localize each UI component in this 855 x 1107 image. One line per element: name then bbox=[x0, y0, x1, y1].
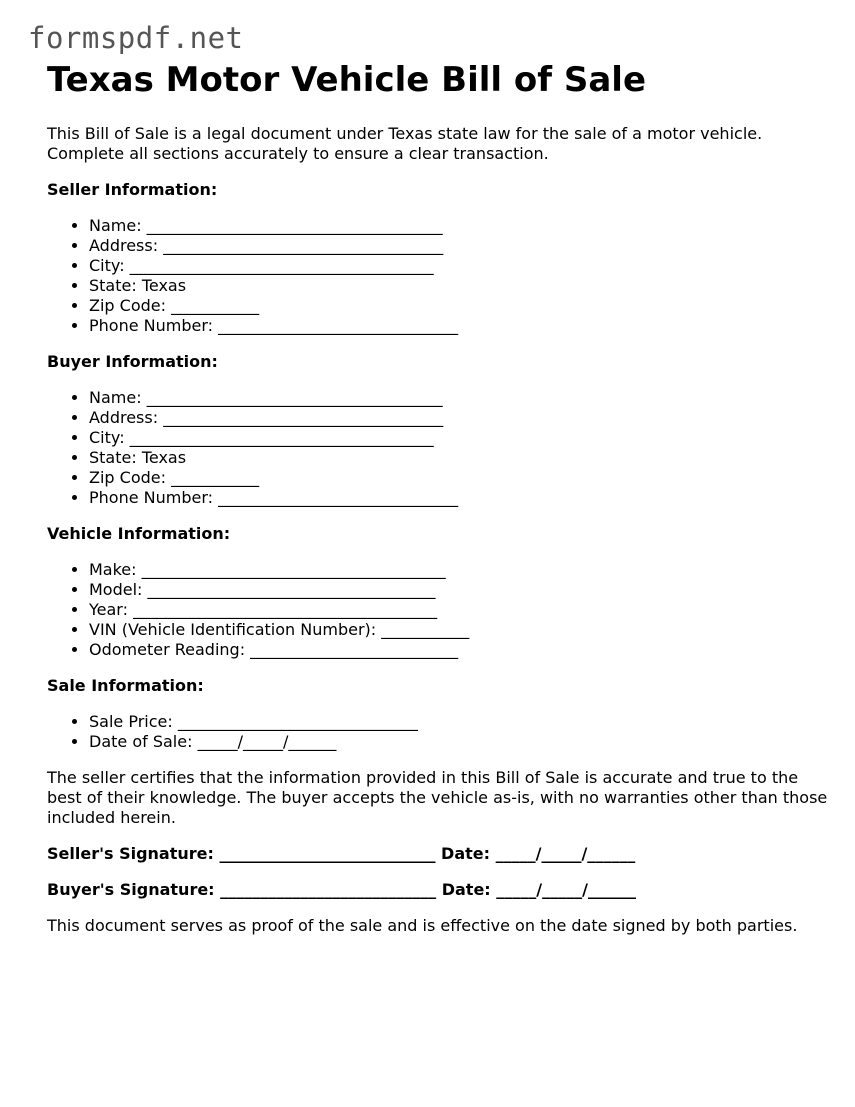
sale-list bbox=[47, 712, 837, 752]
seller-heading: Seller Information: bbox=[47, 180, 218, 199]
seller-city-field: • City: ______________________________________ bbox=[89, 256, 837, 276]
vehicle-list bbox=[47, 560, 837, 660]
vehicle-make-field: • Make: ______________________________________ bbox=[89, 560, 837, 580]
sale-price-field: • Sale Price: ______________________________ bbox=[89, 712, 837, 732]
vehicle-vin-field: • VIN (Vehicle Identification Number): ___________ bbox=[89, 620, 837, 640]
vehicle-model-field: • Model: ____________________________________ bbox=[89, 580, 837, 600]
sale-heading: Sale Information: bbox=[47, 676, 204, 695]
vehicle-year-field: • Year: ______________________________________ bbox=[89, 600, 837, 620]
buyer-signature-line: Buyer's Signature: ___________________________ Date: _____/_____/______ bbox=[47, 880, 636, 899]
seller-name-field: • Name: _____________________________________ bbox=[89, 216, 837, 236]
sale-date-field: • Date of Sale: _____/_____/______ bbox=[89, 732, 837, 752]
buyer-name-field: • Name: _____________________________________ bbox=[89, 388, 837, 408]
buyer-address-field: • Address: ___________________________________ bbox=[89, 408, 837, 428]
document-body bbox=[47, 60, 837, 936]
buyer-state-field: • State: Texas bbox=[89, 448, 837, 468]
seller-phone-field: • Phone Number: ______________________________ bbox=[89, 316, 837, 336]
vehicle-odometer-field: • Odometer Reading: __________________________ bbox=[89, 640, 837, 660]
seller-address-field: • Address: ___________________________________ bbox=[89, 236, 837, 256]
buyer-list bbox=[47, 388, 837, 508]
seller-state-field: • State: Texas bbox=[89, 276, 837, 296]
page-title: Texas Motor Vehicle Bill of Sale bbox=[47, 60, 647, 100]
vehicle-heading: Vehicle Information: bbox=[47, 524, 231, 543]
watermark: formspdf.net bbox=[28, 21, 244, 55]
certification-paragraph: The seller certifies that the information provided in this Bill of Sale is accurate and true to the best of their knowledge. The buyer accepts the vehicle as-is, with no warranties other than those included herein. bbox=[47, 768, 828, 827]
seller-zip-field: • Zip Code: ___________ bbox=[89, 296, 837, 316]
final-note: This document serves as proof of the sale and is effective on the date signed by both parties. bbox=[47, 916, 798, 935]
seller-list bbox=[47, 216, 837, 336]
buyer-zip-field: • Zip Code: ___________ bbox=[89, 468, 837, 488]
seller-signature-line: Seller's Signature: ___________________________ Date: _____/_____/______ bbox=[47, 844, 636, 863]
buyer-phone-field: • Phone Number: ______________________________ bbox=[89, 488, 837, 508]
buyer-city-field: • City: ______________________________________ bbox=[89, 428, 837, 448]
buyer-heading: Buyer Information: bbox=[47, 352, 218, 371]
intro-paragraph: This Bill of Sale is a legal document under Texas state law for the sale of a motor vehicle. Complete all sections accurately to ensure a clear transaction. bbox=[47, 124, 763, 163]
